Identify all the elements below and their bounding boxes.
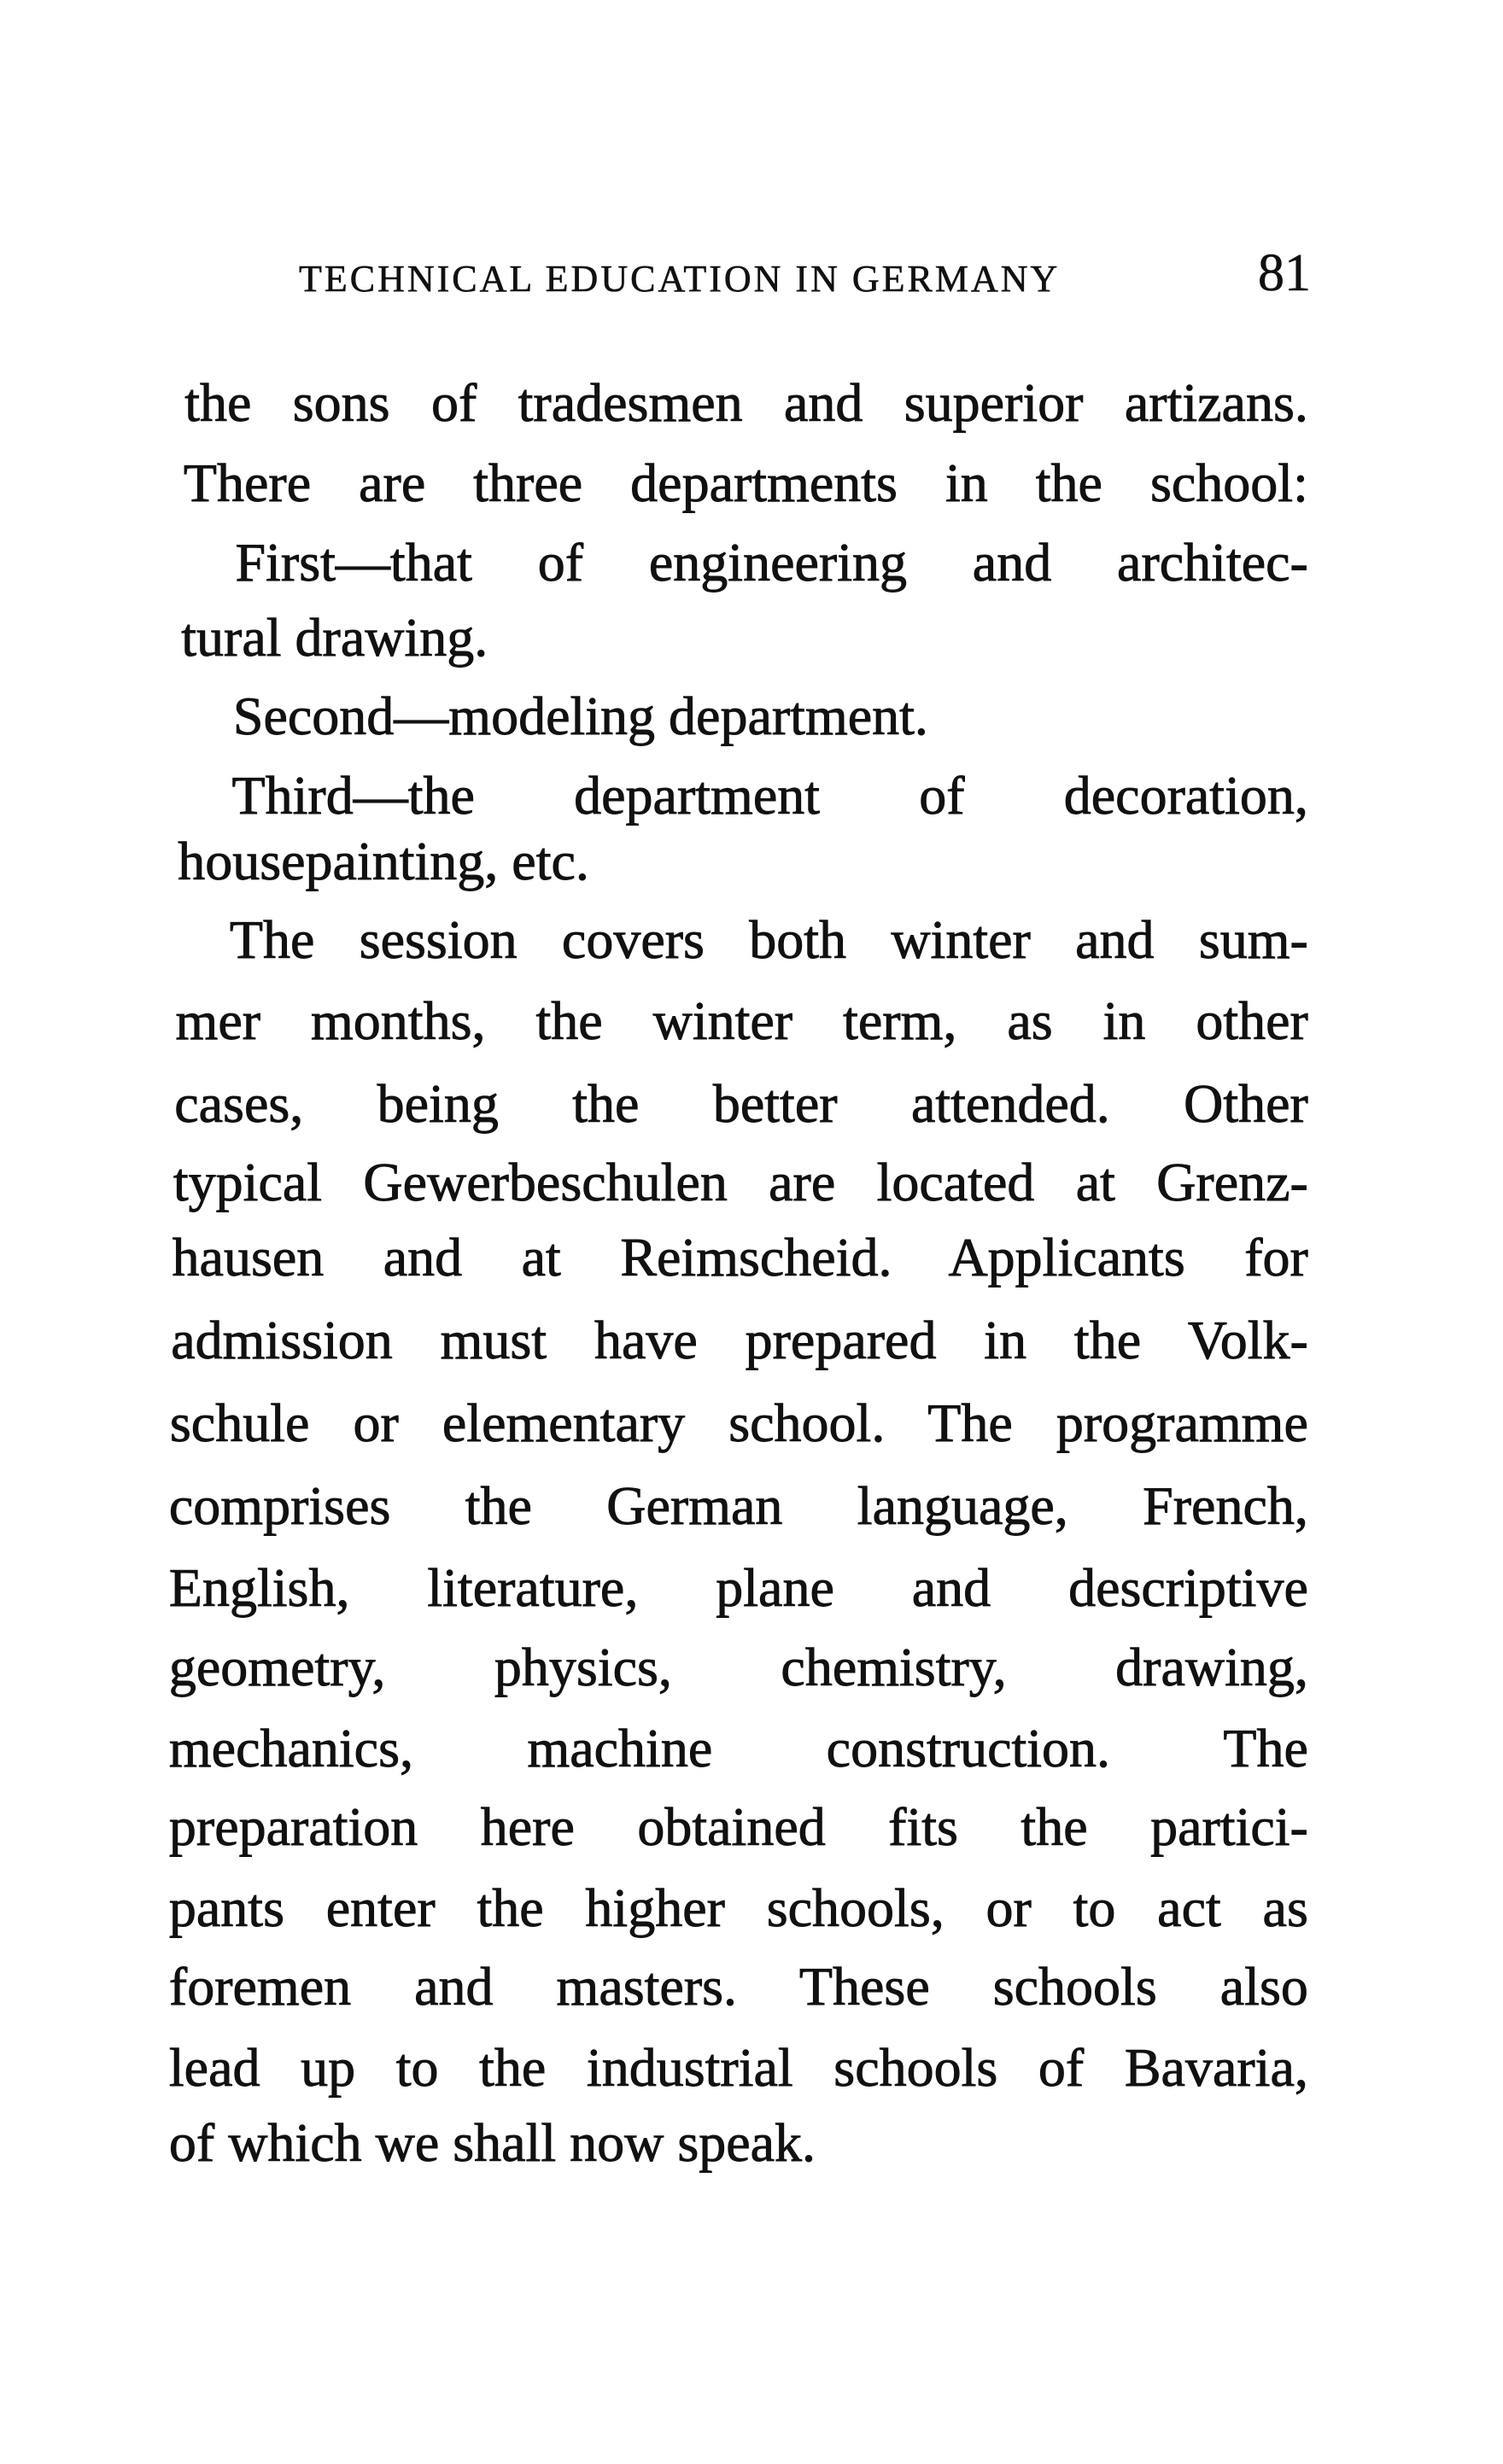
text-line: schule or elementary school. The programme	[169, 1393, 1308, 1454]
text-line: Second—modeling department.	[232, 685, 928, 746]
text-line: the sons of tradesmen and superior artizans.	[184, 372, 1308, 434]
text-line: foremen and masters. These schools also	[168, 1955, 1308, 2017]
text-line: admission must have prepared in the Volk-	[171, 1310, 1308, 1370]
text-line: mechanics, machine construction. The	[168, 1718, 1308, 1779]
running-title: TECHNICAL EDUCATION IN GERMANY	[299, 258, 1061, 300]
text-line: of which we shall now speak.	[168, 2112, 816, 2174]
text-line: tural drawing.	[181, 607, 488, 669]
text-line: housepainting, etc.	[178, 831, 589, 892]
text-line: geometry, physics, chemistry, drawing,	[168, 1636, 1308, 1697]
text-line: typical Gewerbeschulen are located at Grenz-	[173, 1151, 1308, 1212]
text-line: There are three departments in the school:	[183, 452, 1308, 513]
text-line: Third—the department of decoration,	[231, 765, 1308, 826]
text-line: mer months, the winter term, as in other	[175, 990, 1308, 1052]
text-line: comprises the German language, French,	[168, 1475, 1308, 1537]
text-line: hausen and at Reimscheid. Applicants for	[172, 1226, 1308, 1287]
text-line: English, literature, plane and descriptive	[168, 1556, 1308, 1618]
text-line: lead up to the industrial schools of Bavaria,	[168, 2037, 1308, 2099]
text-line: preparation here obtained fits the partici-	[168, 1795, 1308, 1857]
text-line: cases, being the better attended. Other	[174, 1073, 1308, 1135]
text-line: The session covers both winter and sum-	[229, 908, 1308, 970]
text-line: pants enter the higher schools, or to act as	[168, 1877, 1308, 1939]
running-head	[299, 244, 1311, 307]
page-number: 81	[1258, 244, 1311, 302]
text-line: First—that of engineering and architec-	[235, 532, 1308, 593]
